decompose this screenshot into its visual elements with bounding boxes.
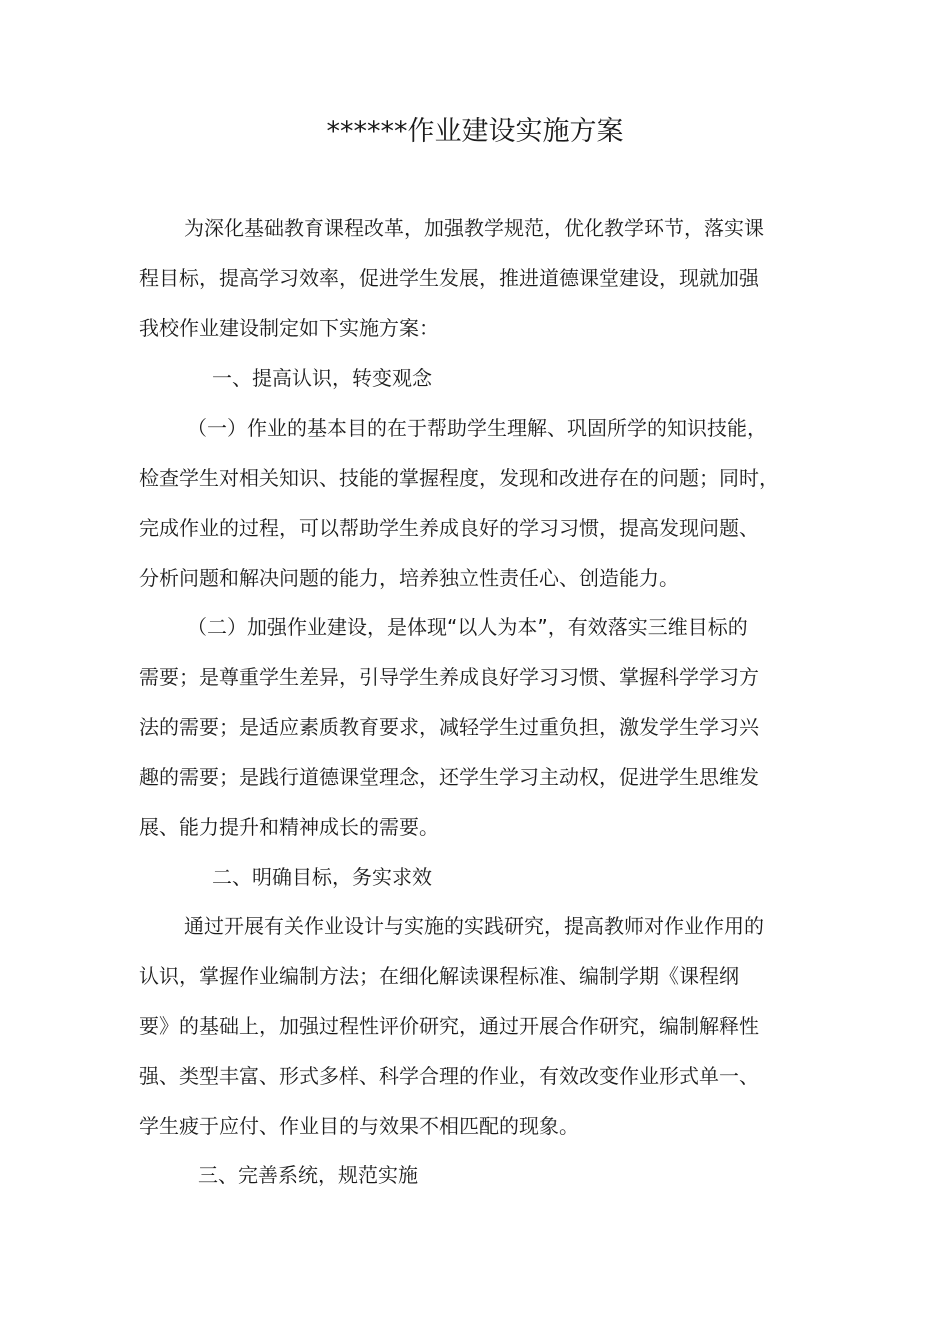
paragraph-2-line-1: 通过开展有关作业设计与实施的实践研究，提高教师对作业作用的 — [184, 914, 764, 938]
paragraph-intro-line-3: 我校作业建设制定如下实施方案： — [139, 316, 439, 340]
paragraph-2-line-5: 学生疲于应付、作业目的与效果不相匹配的现象。 — [139, 1114, 579, 1138]
section-heading-3: 三、完善系统，规范实施 — [198, 1163, 418, 1187]
paragraph-1-1-line-2: 检查学生对相关知识、技能的掌握程度，发现和改进存在的问题；同时， — [139, 466, 779, 490]
paragraph-intro-line-1: 为深化基础教育课程改革，加强教学规范，优化教学环节，落实课 — [184, 216, 764, 240]
paragraph-1-2-line-3: 法的需要；是适应素质教育要求，减轻学生过重负担，激发学生学习兴 — [139, 715, 759, 739]
paragraph-1-1-line-4: 分析问题和解决问题的能力，培养独立性责任心、创造能力。 — [139, 566, 679, 590]
paragraph-1-2-line-1: （二）加强作业建设，是体现“以人为本”，有效落实三维目标的 — [187, 615, 748, 639]
section-heading-1: 一、提高认识，转变观念 — [212, 366, 432, 390]
section-heading-2: 二、明确目标，务实求效 — [212, 865, 432, 889]
paragraph-1-2-line-5: 展、能力提升和精神成长的需要。 — [139, 815, 439, 839]
paragraph-2-line-2: 认识，掌握作业编制方法；在细化解读课程标准、编制学期《课程纲 — [139, 964, 739, 988]
paragraph-2-line-3: 要》的基础上，加强过程性评价研究，通过开展合作研究，编制解释性 — [139, 1014, 759, 1038]
paragraph-2-line-4: 强、类型丰富、形式多样、科学合理的作业，有效改变作业形式单一、 — [139, 1064, 759, 1088]
paragraph-1-1-line-3: 完成作业的过程，可以帮助学生养成良好的学习习惯，提高发现问题、 — [139, 516, 759, 540]
document-title: ******作业建设实施方案 — [326, 116, 624, 147]
paragraph-1-2-line-4: 趣的需要；是践行道德课堂理念，还学生学习主动权，促进学生思维发 — [139, 765, 759, 789]
paragraph-intro-line-2: 程目标，提高学习效率，促进学生发展，推进道德课堂建设，现就加强 — [139, 266, 759, 290]
paragraph-1-1-line-1: （一）作业的基本目的在于帮助学生理解、巩固所学的知识技能， — [187, 416, 767, 440]
paragraph-1-2-line-2: 需要；是尊重学生差异，引导学生养成良好学习习惯、掌握科学学习方 — [139, 665, 759, 689]
